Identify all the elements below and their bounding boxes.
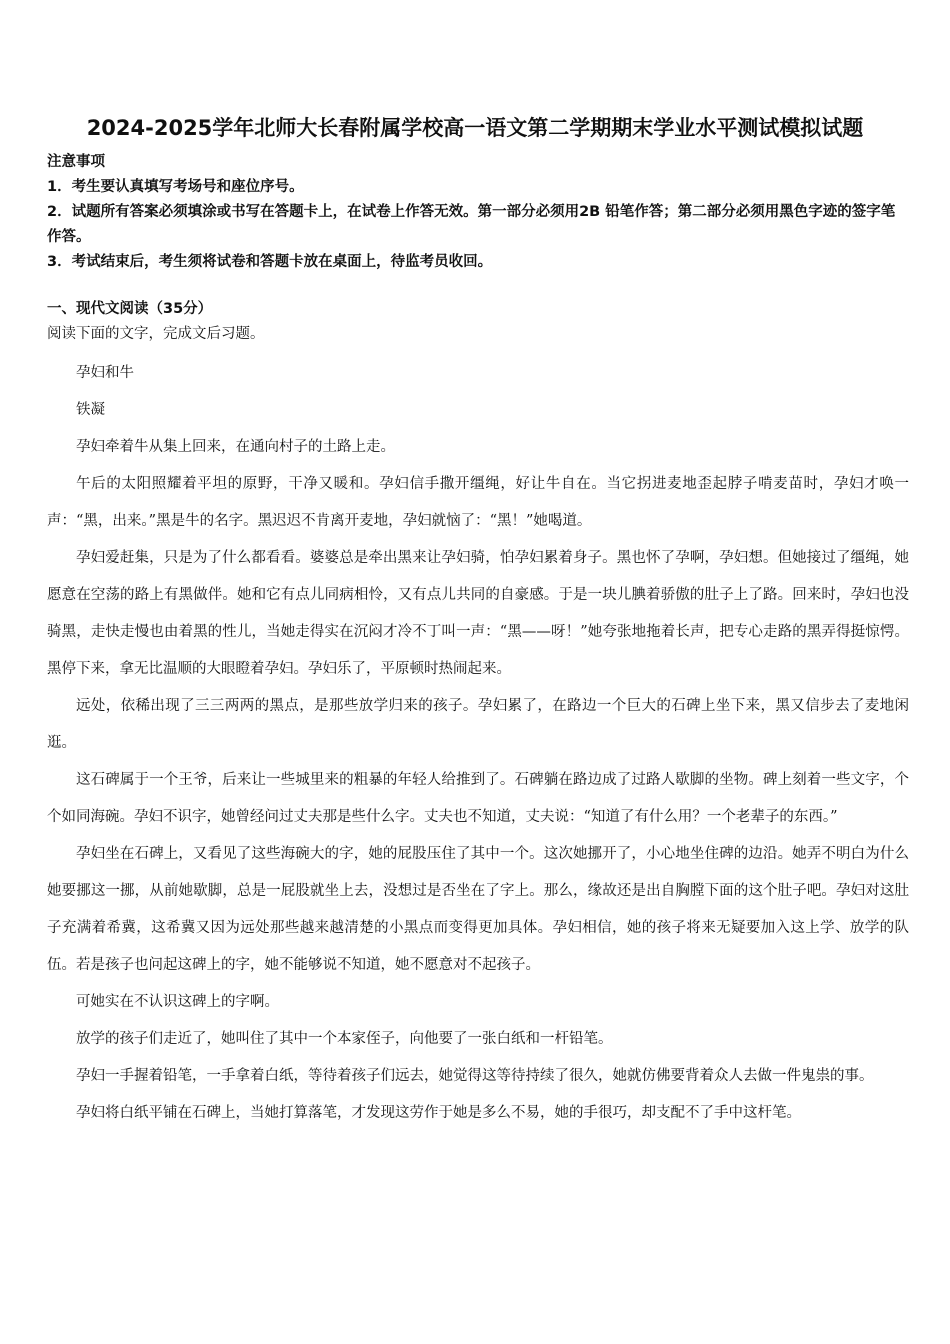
article-paragraph: 孕妇将白纸平铺在石碑上，当她打算落笔，才发现这劳作于她是多么不易，她的手很巧，却支配不了手中这杆笔。: [76, 1105, 801, 1121]
section-heading: 一、现代文阅读（35分）: [47, 301, 213, 317]
article-paragraph: 放学的孩子们走近了，她叫住了其中一个本家侄子，向他要了一张白纸和一杆铅笔。: [76, 1031, 613, 1047]
notice-item: 1．考生要认真填写考场号和座位序号。: [47, 179, 304, 195]
article-title: 孕妇和牛: [76, 365, 134, 381]
article-paragraph: 孕妇牵着牛从集上回来，在通向村子的土路上走。: [76, 439, 395, 455]
article-paragraph: 可她实在不认识这碑上的字啊。: [76, 994, 279, 1010]
notice-heading: 注意事项: [47, 154, 105, 170]
section-instruction: 阅读下面的文字，完成文后习题。: [47, 326, 265, 342]
notice-item: 3．考试结束后，考生须将试卷和答题卡放在桌面上，待监考员收回。: [47, 254, 493, 270]
notice-block: [47, 150, 909, 275]
notice-item: 2．试题所有答案必须填涂或书写在答题卡上，在试卷上作答无效。第一部分必须用2B 铅笔作答；第二部分必须用黑色字迹的签字笔作答。: [47, 204, 896, 245]
article-paragraph: 这石碑属于一个王爷，后来让一些城里来的粗暴的年轻人给推到了。石碑躺在路边成了过路人歇脚的坐物。碑上刻着一些文字，个个如同海碗。孕妇不识字，她曾经问过丈夫那是些什么字。丈夫也不知道，丈夫说：“知道了有什么用？一个老辈子的东西。”: [47, 772, 909, 825]
reading-passage: [47, 355, 909, 1132]
article-paragraph: 午后的太阳照耀着平坦的原野，干净又暖和。孕妇信手撒开缰绳，好让牛自在。当它拐进麦地歪起脖子啃麦苗时，孕妇才唤一声：“黑，出来。”黑是牛的名字。黑迟迟不肯离开麦地，孕妇就恼了：“黑！”她喝道。: [47, 476, 909, 529]
article-paragraph: 远处，依稀出现了三三两两的黑点，是那些放学归来的孩子。孕妇累了，在路边一个巨大的石碑上坐下来，黑又信步去了麦地闲逛。: [47, 698, 909, 751]
document-title: 2024-2025学年北师大长春附属学校高一语文第二学期期末学业水平测试模拟试题: [86, 116, 864, 140]
article-author: 铁凝: [76, 402, 105, 418]
article-paragraph: 孕妇一手握着铅笔，一手拿着白纸，等待着孩子们远去，她觉得这等待持续了很久，她就仿佛要背着众人去做一件鬼祟的事。: [76, 1068, 874, 1084]
article-paragraph: 孕妇坐在石碑上，又看见了这些海碗大的字，她的屁股压住了其中一个。这次她挪开了，小心地坐住碑的边沿。她弄不明白为什么她要挪这一挪，从前她歇脚，总是一屁股就坐上去，没想过是否坐在了字上。那么，缘故还是出自胸膛下面的这个肚子吧。孕妇对这肚子充满着希冀，这希冀又因为远处那些越来越清楚的小黑点而变得更加具体。孕妇相信，她的孩子将来无疑要加入这上学、放学的队伍。若是孩子也问起这碑上的字，她不能够说不知道，她不愿意对不起孩子。: [47, 846, 909, 973]
article-paragraph: 孕妇爱赶集，只是为了什么都看看。婆婆总是牵出黑来让孕妇骑，怕孕妇累着身子。黑也怀了孕啊，孕妇想。但她接过了缰绳，她愿意在空荡的路上有黑做伴。她和它有点儿同病相怜，又有点儿共同的自豪感。于是一块儿腆着骄傲的肚子上了路。回来时，孕妇也没骑黑，走快走慢也由着黑的性儿，当她走得实在沉闷才冷不丁叫一声：“黑——呀！”她夸张地拖着长声，把专心走路的黑弄得挺惊愕。黑停下来，拿无比温顺的大眼瞪着孕妇。孕妇乐了，平原顿时热闹起来。: [47, 550, 909, 677]
